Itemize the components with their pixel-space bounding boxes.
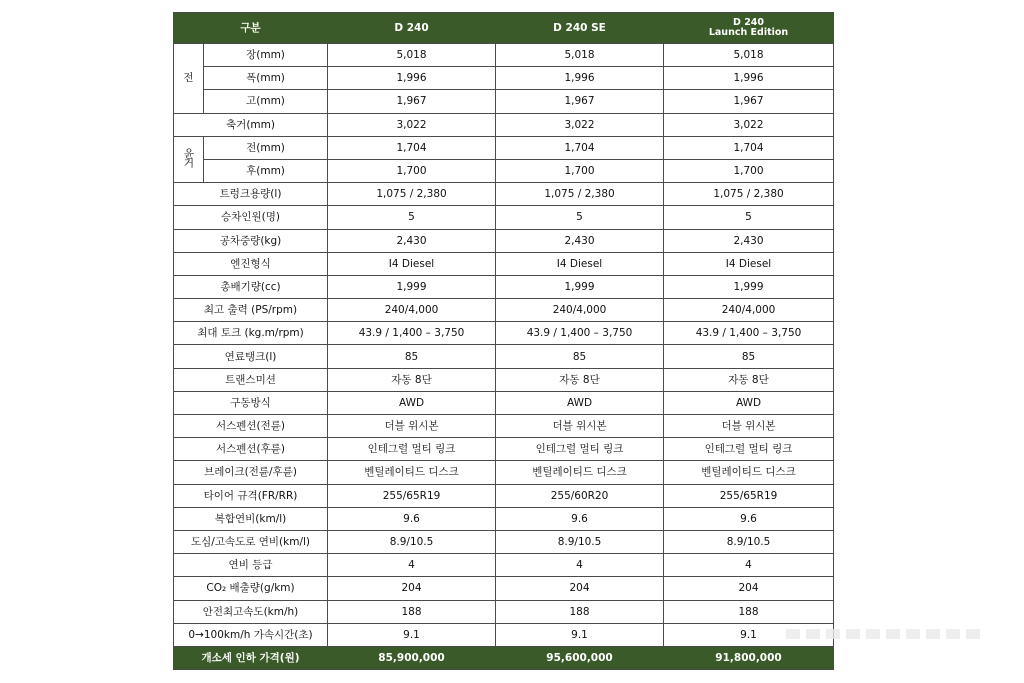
cell: 인테그럴 멀티 링크 — [664, 438, 834, 461]
cell: 2,430 — [496, 229, 664, 252]
cell: 204 — [328, 577, 496, 600]
cell: 4 — [496, 554, 664, 577]
price-d240-launch: 91,800,000 — [664, 646, 834, 669]
table-row — [174, 322, 834, 345]
cell: 9.1 — [328, 623, 496, 646]
row-label: 안전최고속도(km/h) — [174, 600, 328, 623]
cell: 1,999 — [328, 275, 496, 298]
cell: 204 — [664, 577, 834, 600]
row-label: 연료탱크(l) — [174, 345, 328, 368]
group-label-exterior: 전 — [174, 44, 204, 114]
row-label: 총배기량(cc) — [174, 275, 328, 298]
header-d240: D 240 — [328, 13, 496, 44]
cell: 85 — [664, 345, 834, 368]
cell: 1,967 — [664, 90, 834, 113]
row-label: 최대 토크 (kg.m/rpm) — [174, 322, 328, 345]
cell: 3,022 — [328, 113, 496, 136]
row-label: 트렁크용량(l) — [174, 183, 328, 206]
cell: 인테그럴 멀티 링크 — [328, 438, 496, 461]
table-row — [174, 368, 834, 391]
cell: 1,967 — [496, 90, 664, 113]
cell: I4 Diesel — [664, 252, 834, 275]
row-label: 트랜스미션 — [174, 368, 328, 391]
cell: 43.9 / 1,400 – 3,750 — [664, 322, 834, 345]
price-d240: 85,900,000 — [328, 646, 496, 669]
cell: 5,018 — [664, 44, 834, 67]
table-row — [174, 600, 834, 623]
table-row — [174, 530, 834, 553]
cell: 8.9/10.5 — [496, 530, 664, 553]
cell: 3,022 — [496, 113, 664, 136]
cell: 더블 위시본 — [328, 415, 496, 438]
cell: 5,018 — [328, 44, 496, 67]
header-d240-launch-line1: D 240 — [733, 17, 765, 28]
cell: 5,018 — [496, 44, 664, 67]
cell: 자동 8단 — [664, 368, 834, 391]
cell: 2,430 — [664, 229, 834, 252]
cell: 벤틸레이티드 디스크 — [328, 461, 496, 484]
row-label: 승차인원(명) — [174, 206, 328, 229]
group-label-track-text: 윤거 — [182, 148, 195, 168]
cell: 85 — [496, 345, 664, 368]
cell: 1,700 — [664, 159, 834, 182]
cell: 벤틸레이티드 디스크 — [664, 461, 834, 484]
cell: 3,022 — [664, 113, 834, 136]
cell: 85 — [328, 345, 496, 368]
cell: 240/4,000 — [496, 299, 664, 322]
cell: 2,430 — [328, 229, 496, 252]
cell: 9.1 — [496, 623, 664, 646]
row-label: 연비 등급 — [174, 554, 328, 577]
table-row — [174, 554, 834, 577]
cell: 8.9/10.5 — [328, 530, 496, 553]
cell: I4 Diesel — [496, 252, 664, 275]
cell: 5 — [664, 206, 834, 229]
cell: 9.1 — [664, 623, 834, 646]
cell: 벤틸레이티드 디스크 — [496, 461, 664, 484]
cell: 1,996 — [328, 67, 496, 90]
table-row — [174, 136, 834, 159]
cell: AWD — [328, 391, 496, 414]
row-label: 축거(mm) — [174, 113, 328, 136]
table-row — [174, 252, 834, 275]
table-row — [174, 183, 834, 206]
cell: 1,075 / 2,380 — [496, 183, 664, 206]
cell: 188 — [328, 600, 496, 623]
header-d240-se: D 240 SE — [496, 13, 664, 44]
row-label: 0→100km/h 가속시간(초) — [174, 623, 328, 646]
cell: 1,704 — [328, 136, 496, 159]
table-row — [174, 229, 834, 252]
cell: 9.6 — [496, 507, 664, 530]
cell: 43.9 / 1,400 – 3,750 — [328, 322, 496, 345]
cell: 8.9/10.5 — [664, 530, 834, 553]
table-row — [174, 484, 834, 507]
cell: 9.6 — [328, 507, 496, 530]
table-row — [174, 206, 834, 229]
row-label: 전(mm) — [204, 136, 328, 159]
row-label: 서스펜션(전륜) — [174, 415, 328, 438]
table-row — [174, 44, 834, 67]
cell: I4 Diesel — [328, 252, 496, 275]
row-label: 고(mm) — [204, 90, 328, 113]
cell: 5 — [328, 206, 496, 229]
table-row — [174, 461, 834, 484]
cell: 1,704 — [664, 136, 834, 159]
cell: 1,075 / 2,380 — [664, 183, 834, 206]
table-row — [174, 415, 834, 438]
cell: 204 — [496, 577, 664, 600]
cell: 1,075 / 2,380 — [328, 183, 496, 206]
cell: 더블 위시본 — [496, 415, 664, 438]
cell: 1,999 — [496, 275, 664, 298]
cell: 255/65R19 — [664, 484, 834, 507]
watermark-stripes — [786, 629, 986, 639]
row-label: 브레이크(전륜/후륜) — [174, 461, 328, 484]
cell: 자동 8단 — [496, 368, 664, 391]
row-label: 폭(mm) — [204, 67, 328, 90]
cell: 4 — [664, 554, 834, 577]
cell: 1,996 — [496, 67, 664, 90]
price-row — [174, 646, 834, 669]
table-row — [174, 438, 834, 461]
cell: 1,704 — [496, 136, 664, 159]
row-label: 타이어 규격(FR/RR) — [174, 484, 328, 507]
row-label: 서스펜션(후륜) — [174, 438, 328, 461]
cell: 188 — [664, 600, 834, 623]
row-label: 장(mm) — [204, 44, 328, 67]
price-label: 개소세 인하 가격(원) — [174, 646, 328, 669]
row-label: 도심/고속도로 연비(km/l) — [174, 530, 328, 553]
cell: 자동 8단 — [328, 368, 496, 391]
cell: 1,700 — [496, 159, 664, 182]
table-row — [174, 623, 834, 646]
row-label: CO₂ 배출량(g/km) — [174, 577, 328, 600]
cell: 240/4,000 — [328, 299, 496, 322]
cell: 255/60R20 — [496, 484, 664, 507]
table-row — [174, 67, 834, 90]
row-label: 구동방식 — [174, 391, 328, 414]
cell: 240/4,000 — [664, 299, 834, 322]
table-row — [174, 90, 834, 113]
row-label: 복합연비(km/l) — [174, 507, 328, 530]
cell: 9.6 — [664, 507, 834, 530]
table-row — [174, 159, 834, 182]
cell: 1,700 — [328, 159, 496, 182]
table-row — [174, 577, 834, 600]
cell: 5 — [496, 206, 664, 229]
cell: 1,999 — [664, 275, 834, 298]
table-row — [174, 275, 834, 298]
header-d240-launch — [664, 13, 834, 44]
table-row — [174, 345, 834, 368]
header-d240-launch-line2: Launch Edition — [708, 27, 789, 38]
row-label: 공차중량(kg) — [174, 229, 328, 252]
price-d240-se: 95,600,000 — [496, 646, 664, 669]
cell: 1,996 — [664, 67, 834, 90]
row-label: 후(mm) — [204, 159, 328, 182]
spec-table — [173, 12, 834, 670]
table-row — [174, 391, 834, 414]
cell: 더블 위시본 — [664, 415, 834, 438]
row-label: 최고 출력 (PS/rpm) — [174, 299, 328, 322]
cell: 1,967 — [328, 90, 496, 113]
cell: 인테그럴 멀티 링크 — [496, 438, 664, 461]
cell: AWD — [664, 391, 834, 414]
table-row — [174, 113, 834, 136]
cell: AWD — [496, 391, 664, 414]
cell: 255/65R19 — [328, 484, 496, 507]
row-label: 엔진형식 — [174, 252, 328, 275]
cell: 43.9 / 1,400 – 3,750 — [496, 322, 664, 345]
cell: 188 — [496, 600, 664, 623]
table-header-row — [174, 13, 834, 44]
group-label-track — [174, 136, 204, 182]
table-row — [174, 507, 834, 530]
header-category: 구분 — [174, 13, 328, 44]
table-row — [174, 299, 834, 322]
cell: 4 — [328, 554, 496, 577]
